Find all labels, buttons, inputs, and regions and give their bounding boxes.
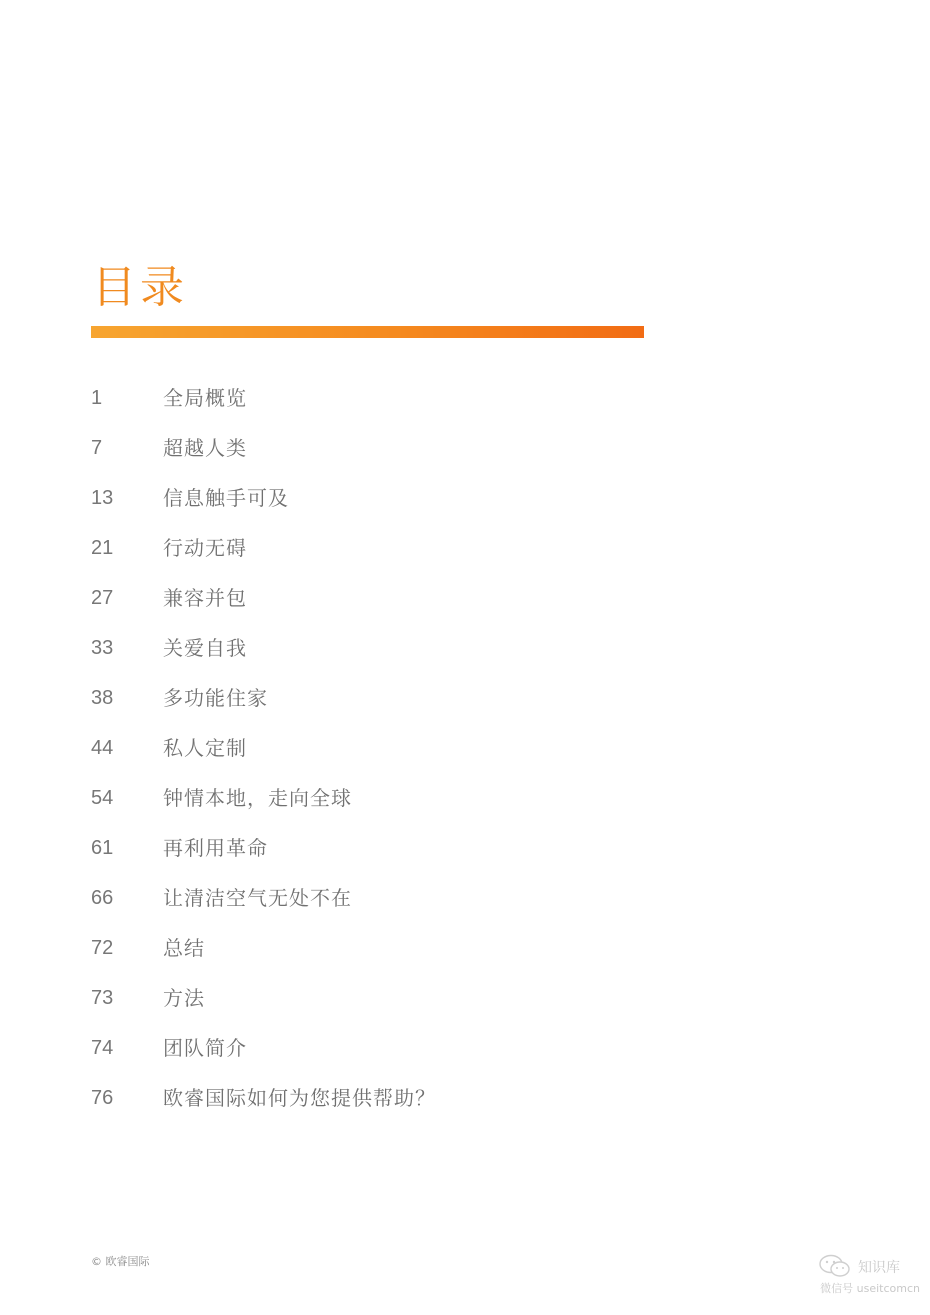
toc-page-number: 1 <box>91 387 103 409</box>
toc-entry-label: 欧睿国际如何为您提供帮助？ <box>163 1086 436 1110</box>
toc-page-number: 54 <box>91 787 114 809</box>
toc-entry-label: 兼容并包 <box>163 586 247 610</box>
toc-entry-label: 总结 <box>163 936 205 960</box>
toc-entry-label: 信息触手可及 <box>163 486 289 510</box>
wechat-icon <box>818 1254 852 1278</box>
toc-page-number: 33 <box>91 637 114 659</box>
toc-page-number: 61 <box>91 837 114 859</box>
toc-entry-label: 私人定制 <box>163 736 247 760</box>
watermark-name: 知识库 <box>858 1260 900 1276</box>
toc-entry-label: 让清洁空气无处不在 <box>163 886 352 910</box>
toc-page-number: 66 <box>91 887 114 909</box>
toc-page-number: 73 <box>91 987 114 1009</box>
toc-page-number: 44 <box>91 737 114 759</box>
toc-entry-label: 钟情本地，走向全球 <box>163 786 352 810</box>
title-underline-bar <box>91 326 644 338</box>
toc-entry-label: 关爱自我 <box>163 636 247 660</box>
toc-page-number: 72 <box>91 937 114 959</box>
watermark <box>810 1254 920 1298</box>
footer-copyright: © 欧睿国际 <box>91 1255 150 1268</box>
toc-entry-label: 再利用革命 <box>163 836 268 860</box>
toc-page-number: 21 <box>91 537 114 559</box>
toc-page-number: 74 <box>91 1037 114 1059</box>
toc-page-number: 7 <box>91 437 103 459</box>
toc-page-number: 38 <box>91 687 114 709</box>
toc-page-number: 13 <box>91 487 114 509</box>
watermark-account: 微信号 useitcomcn <box>820 1282 920 1295</box>
toc-entry-label: 多功能住家 <box>163 686 268 710</box>
page-title: 目录 <box>92 262 188 313</box>
toc-page-number: 76 <box>91 1087 114 1109</box>
toc-entry-label: 超越人类 <box>163 436 247 460</box>
toc-entry-label: 行动无碍 <box>163 536 247 560</box>
toc-entry-label: 方法 <box>163 986 205 1010</box>
toc-entry-label: 全局概览 <box>163 386 247 410</box>
toc-entry-label: 团队简介 <box>163 1036 247 1060</box>
toc-page-number: 27 <box>91 587 114 609</box>
